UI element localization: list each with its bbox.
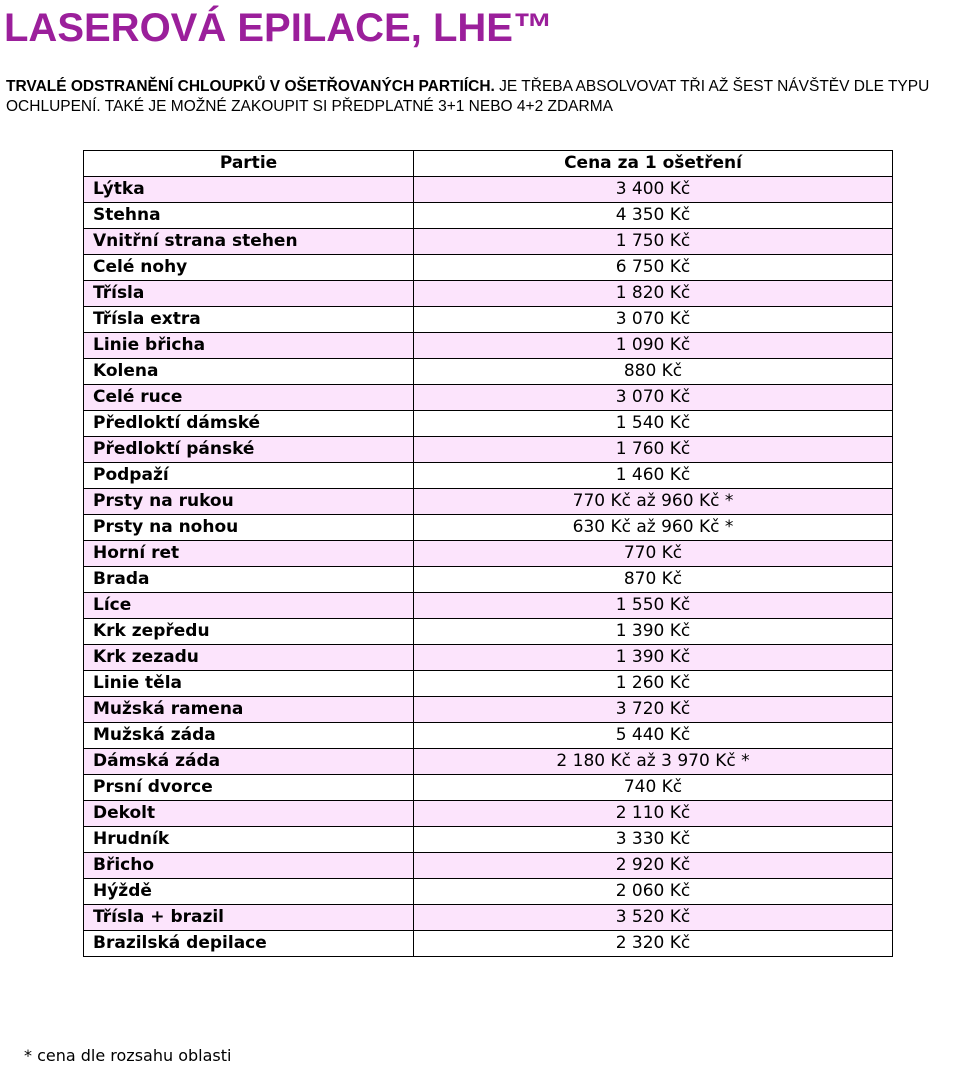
partie-name: Třísla extra (84, 307, 414, 333)
table-row (84, 203, 893, 229)
price-value: 3 070 Kč (414, 307, 893, 333)
price-value: 1 550 Kč (414, 593, 893, 619)
price-value: 3 520 Kč (414, 905, 893, 931)
partie-name: Celé ruce (84, 385, 414, 411)
partie-name: Hýždě (84, 879, 414, 905)
intro-rest: JE TŘEBA ABSOLVOVAT TŘI AŽ ŠEST NÁVŠTĚV DLE TYPU OCHLUPENÍ. TAKÉ JE MOŽNÉ ZAKOUPIT SI PŘEDPLATNÉ 3+1 NEBO 4+2 ZDARMA (6, 78, 930, 115)
price-value: 770 Kč až 960 Kč * (414, 489, 893, 515)
partie-name: Krk zezadu (84, 645, 414, 671)
price-value: 4 350 Kč (414, 203, 893, 229)
price-value: 2 060 Kč (414, 879, 893, 905)
price-value: 2 180 Kč až 3 970 Kč * (414, 749, 893, 775)
table-row (84, 463, 893, 489)
partie-name: Hrudník (84, 827, 414, 853)
price-value: 770 Kč (414, 541, 893, 567)
price-value: 1 760 Kč (414, 437, 893, 463)
table-row (84, 749, 893, 775)
table-row (84, 515, 893, 541)
partie-name: Mužská ramena (84, 697, 414, 723)
price-value: 3 070 Kč (414, 385, 893, 411)
intro-bold: TRVALÉ ODSTRANĚNÍ CHLOUPKŮ V OŠETŘOVANÝCH PARTIÍCH. (6, 78, 495, 95)
table-row (84, 281, 893, 307)
table-header-row (84, 151, 893, 177)
price-value: 2 320 Kč (414, 931, 893, 957)
price-value: 880 Kč (414, 359, 893, 385)
partie-name: Linie těla (84, 671, 414, 697)
price-value: 5 440 Kč (414, 723, 893, 749)
price-value: 740 Kč (414, 775, 893, 801)
partie-name: Celé nohy (84, 255, 414, 281)
table-row (84, 905, 893, 931)
table-row (84, 775, 893, 801)
table-row (84, 879, 893, 905)
table-row (84, 593, 893, 619)
table-row (84, 697, 893, 723)
partie-name: Dámská záda (84, 749, 414, 775)
partie-name: Břicho (84, 853, 414, 879)
partie-name: Horní ret (84, 541, 414, 567)
price-value: 3 720 Kč (414, 697, 893, 723)
table-row (84, 437, 893, 463)
partie-name: Lýtka (84, 177, 414, 203)
price-value: 1 390 Kč (414, 619, 893, 645)
table-body (84, 177, 893, 957)
price-value: 1 820 Kč (414, 281, 893, 307)
table-row (84, 489, 893, 515)
table-row (84, 801, 893, 827)
partie-name: Vnitřní strana stehen (84, 229, 414, 255)
table-row (84, 255, 893, 281)
price-value: 2 920 Kč (414, 853, 893, 879)
price-value: 1 750 Kč (414, 229, 893, 255)
partie-name: Líce (84, 593, 414, 619)
price-value: 2 110 Kč (414, 801, 893, 827)
intro-text (6, 77, 956, 117)
table-row (84, 931, 893, 957)
partie-name: Kolena (84, 359, 414, 385)
table-row (84, 853, 893, 879)
price-value: 6 750 Kč (414, 255, 893, 281)
partie-name: Prsní dvorce (84, 775, 414, 801)
table-row (84, 671, 893, 697)
price-value: 870 Kč (414, 567, 893, 593)
table-row (84, 177, 893, 203)
table-row (84, 645, 893, 671)
table-row (84, 827, 893, 853)
partie-name: Prsty na rukou (84, 489, 414, 515)
table-row (84, 541, 893, 567)
partie-name: Předloktí pánské (84, 437, 414, 463)
partie-name: Stehna (84, 203, 414, 229)
price-value: 3 330 Kč (414, 827, 893, 853)
page-title: LASEROVÁ EPILACE, LHE™ (4, 6, 553, 50)
partie-name: Třísla + brazil (84, 905, 414, 931)
price-value: 1 090 Kč (414, 333, 893, 359)
partie-name: Linie břicha (84, 333, 414, 359)
column-header-partie: Partie (84, 151, 414, 177)
partie-name: Předloktí dámské (84, 411, 414, 437)
partie-name: Mužská záda (84, 723, 414, 749)
partie-name: Podpaží (84, 463, 414, 489)
price-value: 1 390 Kč (414, 645, 893, 671)
table-row (84, 385, 893, 411)
partie-name: Prsty na nohou (84, 515, 414, 541)
column-header-price: Cena za 1 ošetření (414, 151, 893, 177)
table-row (84, 307, 893, 333)
price-value: 3 400 Kč (414, 177, 893, 203)
partie-name: Brazilská depilace (84, 931, 414, 957)
table-row (84, 619, 893, 645)
table-row (84, 723, 893, 749)
table-row (84, 567, 893, 593)
price-value: 1 260 Kč (414, 671, 893, 697)
price-table (83, 150, 893, 957)
partie-name: Dekolt (84, 801, 414, 827)
price-value: 630 Kč až 960 Kč * (414, 515, 893, 541)
partie-name: Třísla (84, 281, 414, 307)
price-value: 1 540 Kč (414, 411, 893, 437)
partie-name: Brada (84, 567, 414, 593)
partie-name: Krk zepředu (84, 619, 414, 645)
table-row (84, 359, 893, 385)
price-value: 1 460 Kč (414, 463, 893, 489)
table-row (84, 229, 893, 255)
table-row (84, 333, 893, 359)
table-row (84, 411, 893, 437)
footnote: * cena dle rozsahu oblasti (24, 1046, 232, 1065)
